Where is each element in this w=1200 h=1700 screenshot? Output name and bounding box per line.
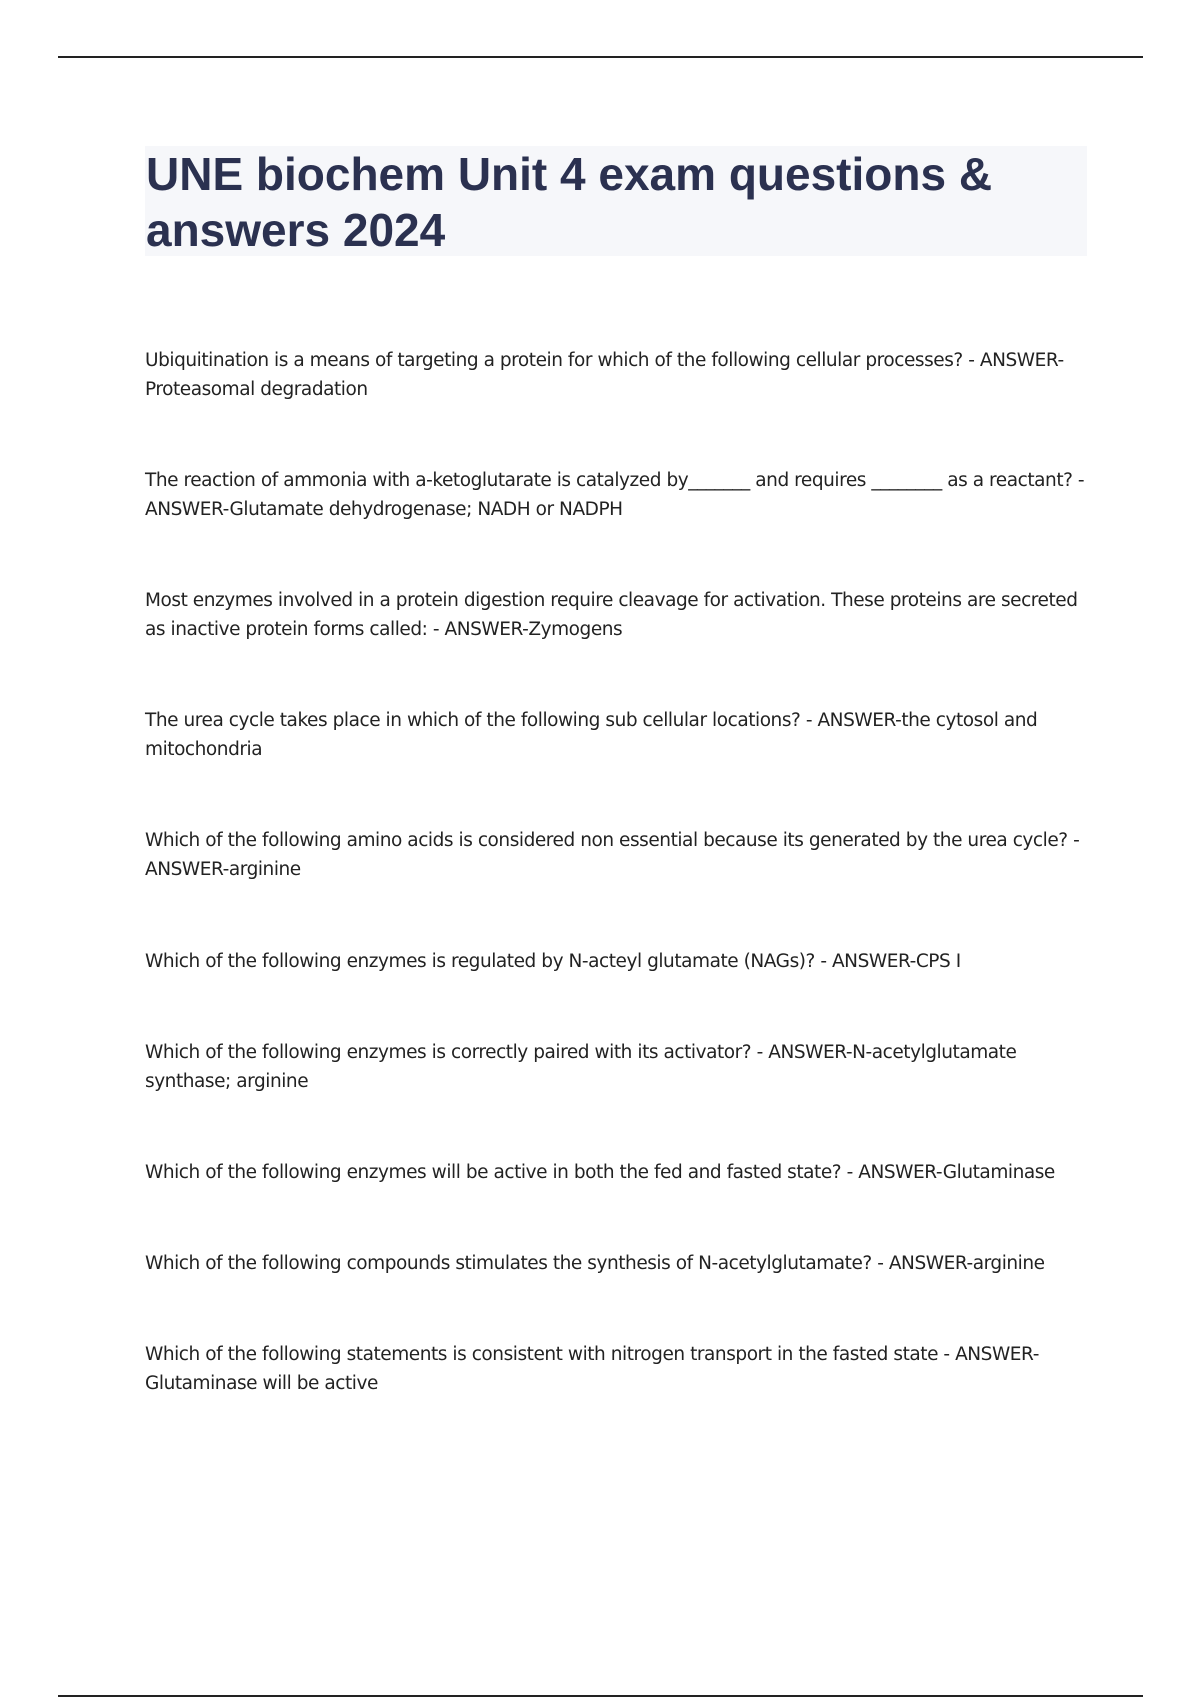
qa-item-8: Which of the following enzymes will be active in both the fed and fasted state? - ANSWER-Glutaminase bbox=[145, 1162, 1055, 1183]
qa-item-7: Which of the following enzymes is correctly paired with its activator? - ANSWER-N-acetylglutamate synthase; arginine bbox=[145, 1042, 1017, 1092]
top-divider bbox=[58, 56, 1143, 58]
page-title: UNE biochem Unit 4 exam questions & answers 2024 bbox=[146, 148, 993, 256]
qa-item-5: Which of the following amino acids is considered non essential because its generated by the urea cycle? - ANSWER-arginine bbox=[145, 830, 1080, 880]
qa-item-9: Which of the following compounds stimulates the synthesis of N-acetylglutamate? - ANSWER-arginine bbox=[145, 1253, 1045, 1274]
qa-item-10: Which of the following statements is consistent with nitrogen transport in the fasted state - ANSWER-Glutaminase will be active bbox=[145, 1344, 1039, 1394]
qa-item-3: Most enzymes involved in a protein digestion require cleavage for activation. These proteins are secreted as inactive protein forms called: - ANSWER-Zymogens bbox=[145, 590, 1078, 640]
bottom-divider bbox=[58, 1695, 1143, 1697]
qa-item-1: Ubiquitination is a means of targeting a protein for which of the following cellular processes? - ANSWER-Proteasomal degradation bbox=[145, 350, 1064, 400]
qa-item-2: The reaction of ammonia with a-ketoglutarate is catalyzed by_______ and requires ________ as a reactant? - ANSWER-Glutamate dehydrogenase; NADH or NADPH bbox=[145, 470, 1085, 520]
qa-item-6: Which of the following enzymes is regulated by N-acteyl glutamate (NAGs)? - ANSWER-CPS I bbox=[145, 951, 961, 972]
qa-item-4: The urea cycle takes place in which of the following sub cellular locations? - ANSWER-the cytosol and mitochondria bbox=[145, 710, 1038, 760]
title-banner bbox=[145, 146, 1087, 256]
